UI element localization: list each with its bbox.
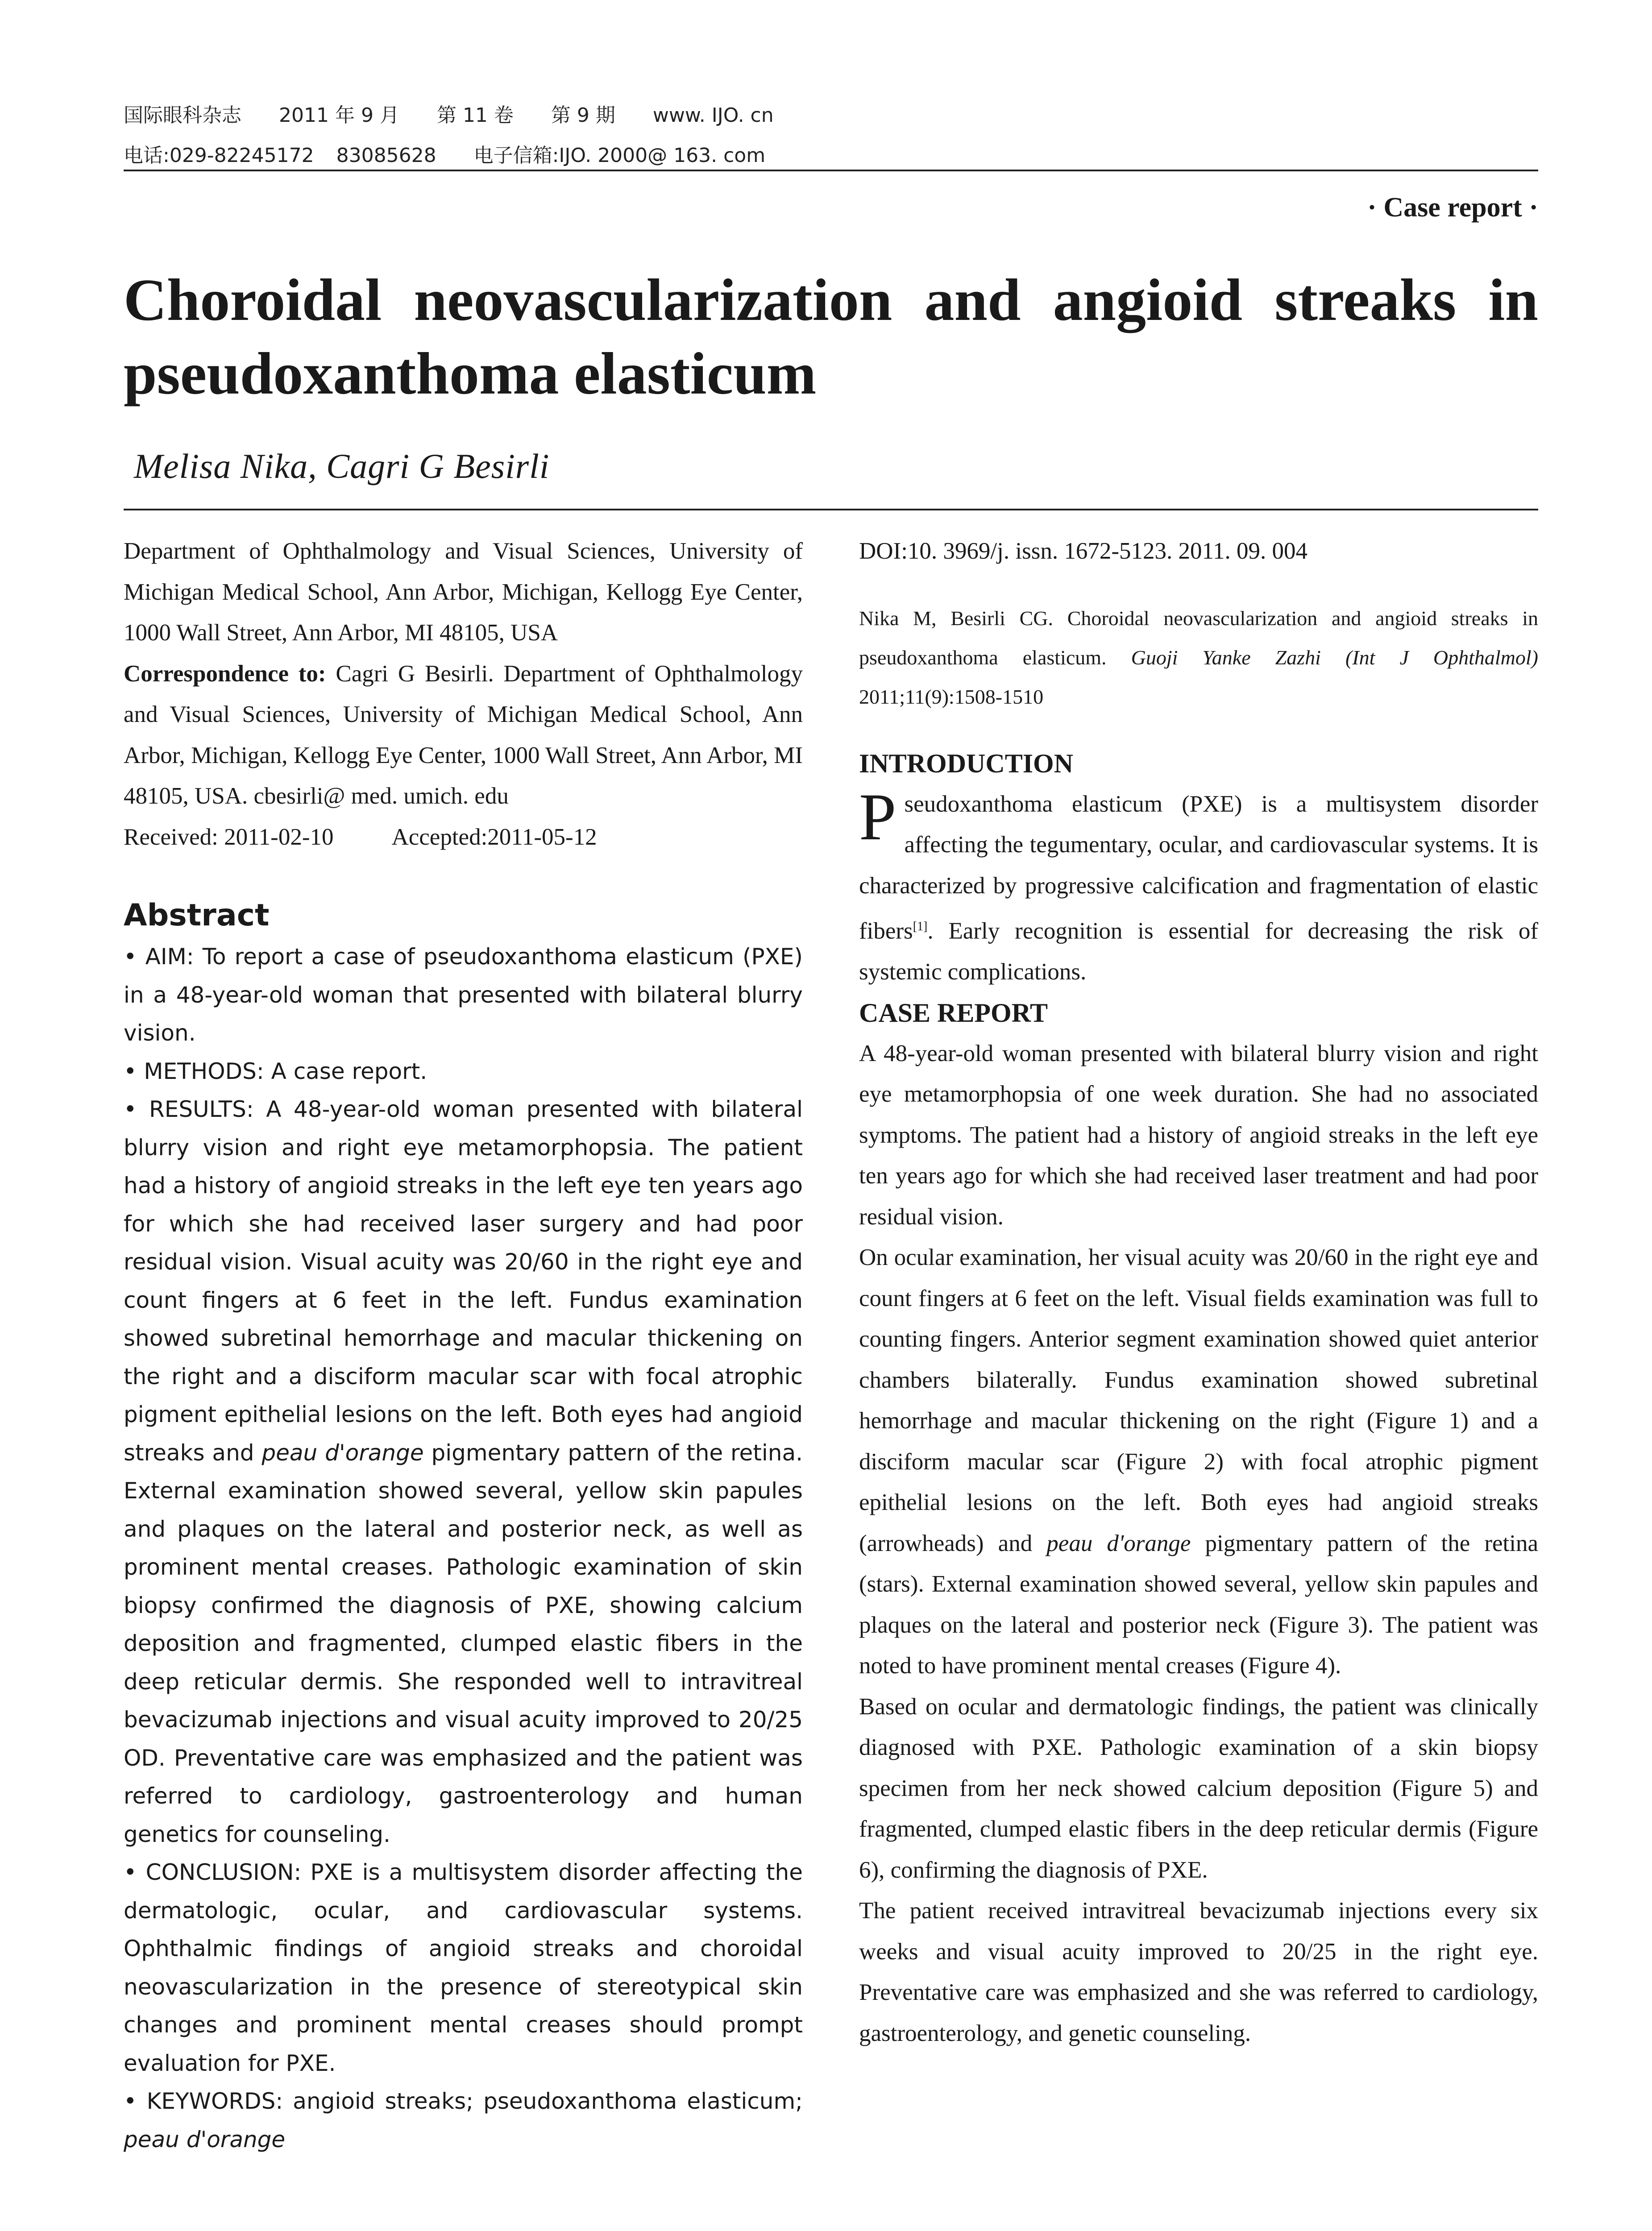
introduction-text-b: . Early recognition is essential for decreasing the risk of systemic complications. [859, 918, 1538, 985]
keywords-italic: peau d'orange [124, 2126, 286, 2152]
header-rule [124, 170, 1538, 171]
abstract-results [124, 1091, 803, 1854]
title-rule [124, 509, 1538, 510]
correspondence [124, 654, 803, 817]
case-report-p4: The patient received intravitreal bevacizumab injections every six weeks and visual acuity improved to 20/25 in the right eye. Preventative care was emphasized and she was referred to cardiology, gastroenterology, and genetic counseling. [859, 1898, 1538, 2046]
abstract-methods: • METHODS: A case report. [124, 1058, 428, 1084]
abstract-results-text-2: pigmentary pattern of the retina. External examination showed several, yellow skin papules and plaques on the lateral and posterior neck, as well as prominent mental creases. Pathologic examination of skin biopsy confirmed the diagnosis of PXE, showing calcium deposition and fragmented, clumped elastic fibers in the deep reticular dermis. She responded well to intravitreal bevacizumab injections and visual acuity improved to 20/25 OD. Preventative care was emphasized and the patient was referred to cardiology, gastroenterology and human genetics for counseling. [124, 1439, 803, 1847]
journal-phone-2: 83085628 [336, 144, 436, 167]
abstract-results-italic: peau d'orange [261, 1439, 424, 1466]
correspondence-label: Correspondence to: [124, 660, 326, 687]
abstract-conclusion: • CONCLUSION: PXE is a multisystem disorder affecting the dermatologic, ocular, and cardiovascular systems. Ophthalmic findings of angioid streaks and choroidal neovascularization in the presence of stereotypical skin changes and prominent mental creases should prompt evaluation for PXE. [124, 1859, 803, 2076]
citation-text: Nika M, Besirli CG. Choroidal neovascularization and angioid streaks in pseudoxanthoma elasticum. [859, 606, 1538, 669]
left-column [124, 531, 803, 2159]
dates [124, 817, 803, 858]
introduction-text [859, 780, 1538, 993]
authors: Melisa Nika, Cagri G Besirli [134, 447, 550, 485]
journal-phone: 电话:029-82245172 [124, 144, 314, 167]
doi: DOI:10. 3969/j. issn. 1672-5123. 2011. 09. 004 [859, 538, 1308, 564]
case-report-p2-italic: peau d'orange [1046, 1530, 1191, 1556]
case-report-p3: Based on ocular and dermatologic findings, the patient was clinically diagnosed with PXE. Pathologic examination of a skin biopsy specimen from her neck showed calcium deposition (Figure 5) and fragmented, clumped elastic fibers in the deep reticular dermis (Figure 6), confirming the diagnosis of PXE. [859, 1693, 1538, 1883]
reference-1: [1] [913, 920, 928, 933]
case-report-heading: CASE REPORT [859, 998, 1048, 1028]
abstract-results-text: • RESULTS: A 48-year-old woman presented with bilateral blurry vision and right eye metamorphopsia. The patient had a history of angioid streaks in the left eye ten years ago for which she had received laser surgery and had poor residual vision. Visual acuity was 20/60 in the right eye and count fingers at 6 feet in the left. Fundus examination showed subretinal hemorrhage and macular thickening on the right and a disciform macular scar with focal atrophic pigment epithelial lesions on the left. Both eyes had angioid streaks and [124, 1096, 803, 1466]
right-column [859, 531, 1538, 2054]
case-report-p2-b: pigmentary pattern of the retina (stars). External examination showed several, yellow skin papules and plaques on the lateral and posterior neck (Figure 3). The patient was noted to have prominent mental creases (Figure 4). [859, 1530, 1538, 1679]
journal-header-line-2 [124, 139, 797, 168]
case-report-p1: A 48-year-old woman presented with bilateral blurry vision and right eye metamorphopsia of one week duration. She had no associated symptoms. The patient had a history of angioid streaks in the left eye ten years ago for which she had received laser treatment and had poor residual vision. [859, 1040, 1538, 1230]
abstract-keywords [124, 2082, 803, 2159]
section-tag: · Case report · [1367, 192, 1538, 223]
introduction-text-a: seudoxanthoma elasticum (PXE) is a multisystem disorder affecting the tegumentary, ocular, and cardiovascular systems. It is characterized by progressive calcification and fragmentation of elastic fibers [859, 791, 1538, 944]
case-report-p2 [859, 1237, 1538, 1687]
issue-date: 2011 年 9 月 [279, 104, 399, 127]
accepted-date: Accepted:2011-05-12 [391, 824, 597, 850]
received-date: Received: 2011-02-10 [124, 824, 334, 850]
abstract-aim: • AIM: To report a case of pseudoxanthoma elasticum (PXE) in a 48-year-old woman that presented with bilateral blurry vision. [124, 944, 803, 1046]
journal-name: 国际眼科杂志 [124, 104, 241, 127]
keywords-text: • KEYWORDS: angioid streaks; pseudoxanthoma elasticum; [124, 2088, 803, 2114]
citation [859, 599, 1538, 717]
drop-cap: P [859, 780, 897, 854]
journal-website: www. IJO. cn [652, 104, 774, 127]
correspondence-text: Cagri G Besirli. Department of Ophthalmology and Visual Sciences, University of Michigan Medical School, Ann Arbor, Michigan, Kellogg Eye Center, 1000 Wall Street, Ann Arbor, MI 48105, USA. cbesirli@ med. umich. edu [124, 660, 803, 809]
affiliation: Department of Ophthalmology and Visual Sciences, University of Michigan Medical School, Ann Arbor, Michigan, Kellogg Eye Center, 1000 Wall Street, Ann Arbor, MI 48105, USA [124, 538, 803, 646]
citation-text-2: 2011;11(9):1508-1510 [859, 685, 1044, 708]
case-report-p2-a: On ocular examination, her visual acuity was 20/60 in the right eye and count fingers at 6 feet on the left. Visual fields examination was full to counting fingers. Anterior segment examination showed quiet anterior chambers bilaterally. Fundus examination showed subretinal hemorrhage and macular thickening on the right (Figure 1) and a disciform macular scar (Figure 2) with focal atrophic pigment epithelial lesions on the left. Both eyes had angioid streaks (arrowheads) and [859, 1244, 1538, 1556]
citation-journal: Guoji Yanke Zazhi (Int J Ophthalmol) [1131, 646, 1538, 669]
abstract-heading: Abstract [124, 898, 270, 933]
issue: 第 9 期 [551, 104, 615, 127]
journal-email: 电子信箱:IJO. 2000@ 163. com [473, 144, 766, 167]
journal-header-line-1 [124, 99, 805, 128]
introduction-heading: INTRODUCTION [859, 748, 1074, 778]
article-title: Choroidal neovascularization and angioid streaks in pseudoxanthoma elasticum [124, 267, 1538, 406]
volume: 第 11 卷 [436, 104, 514, 127]
